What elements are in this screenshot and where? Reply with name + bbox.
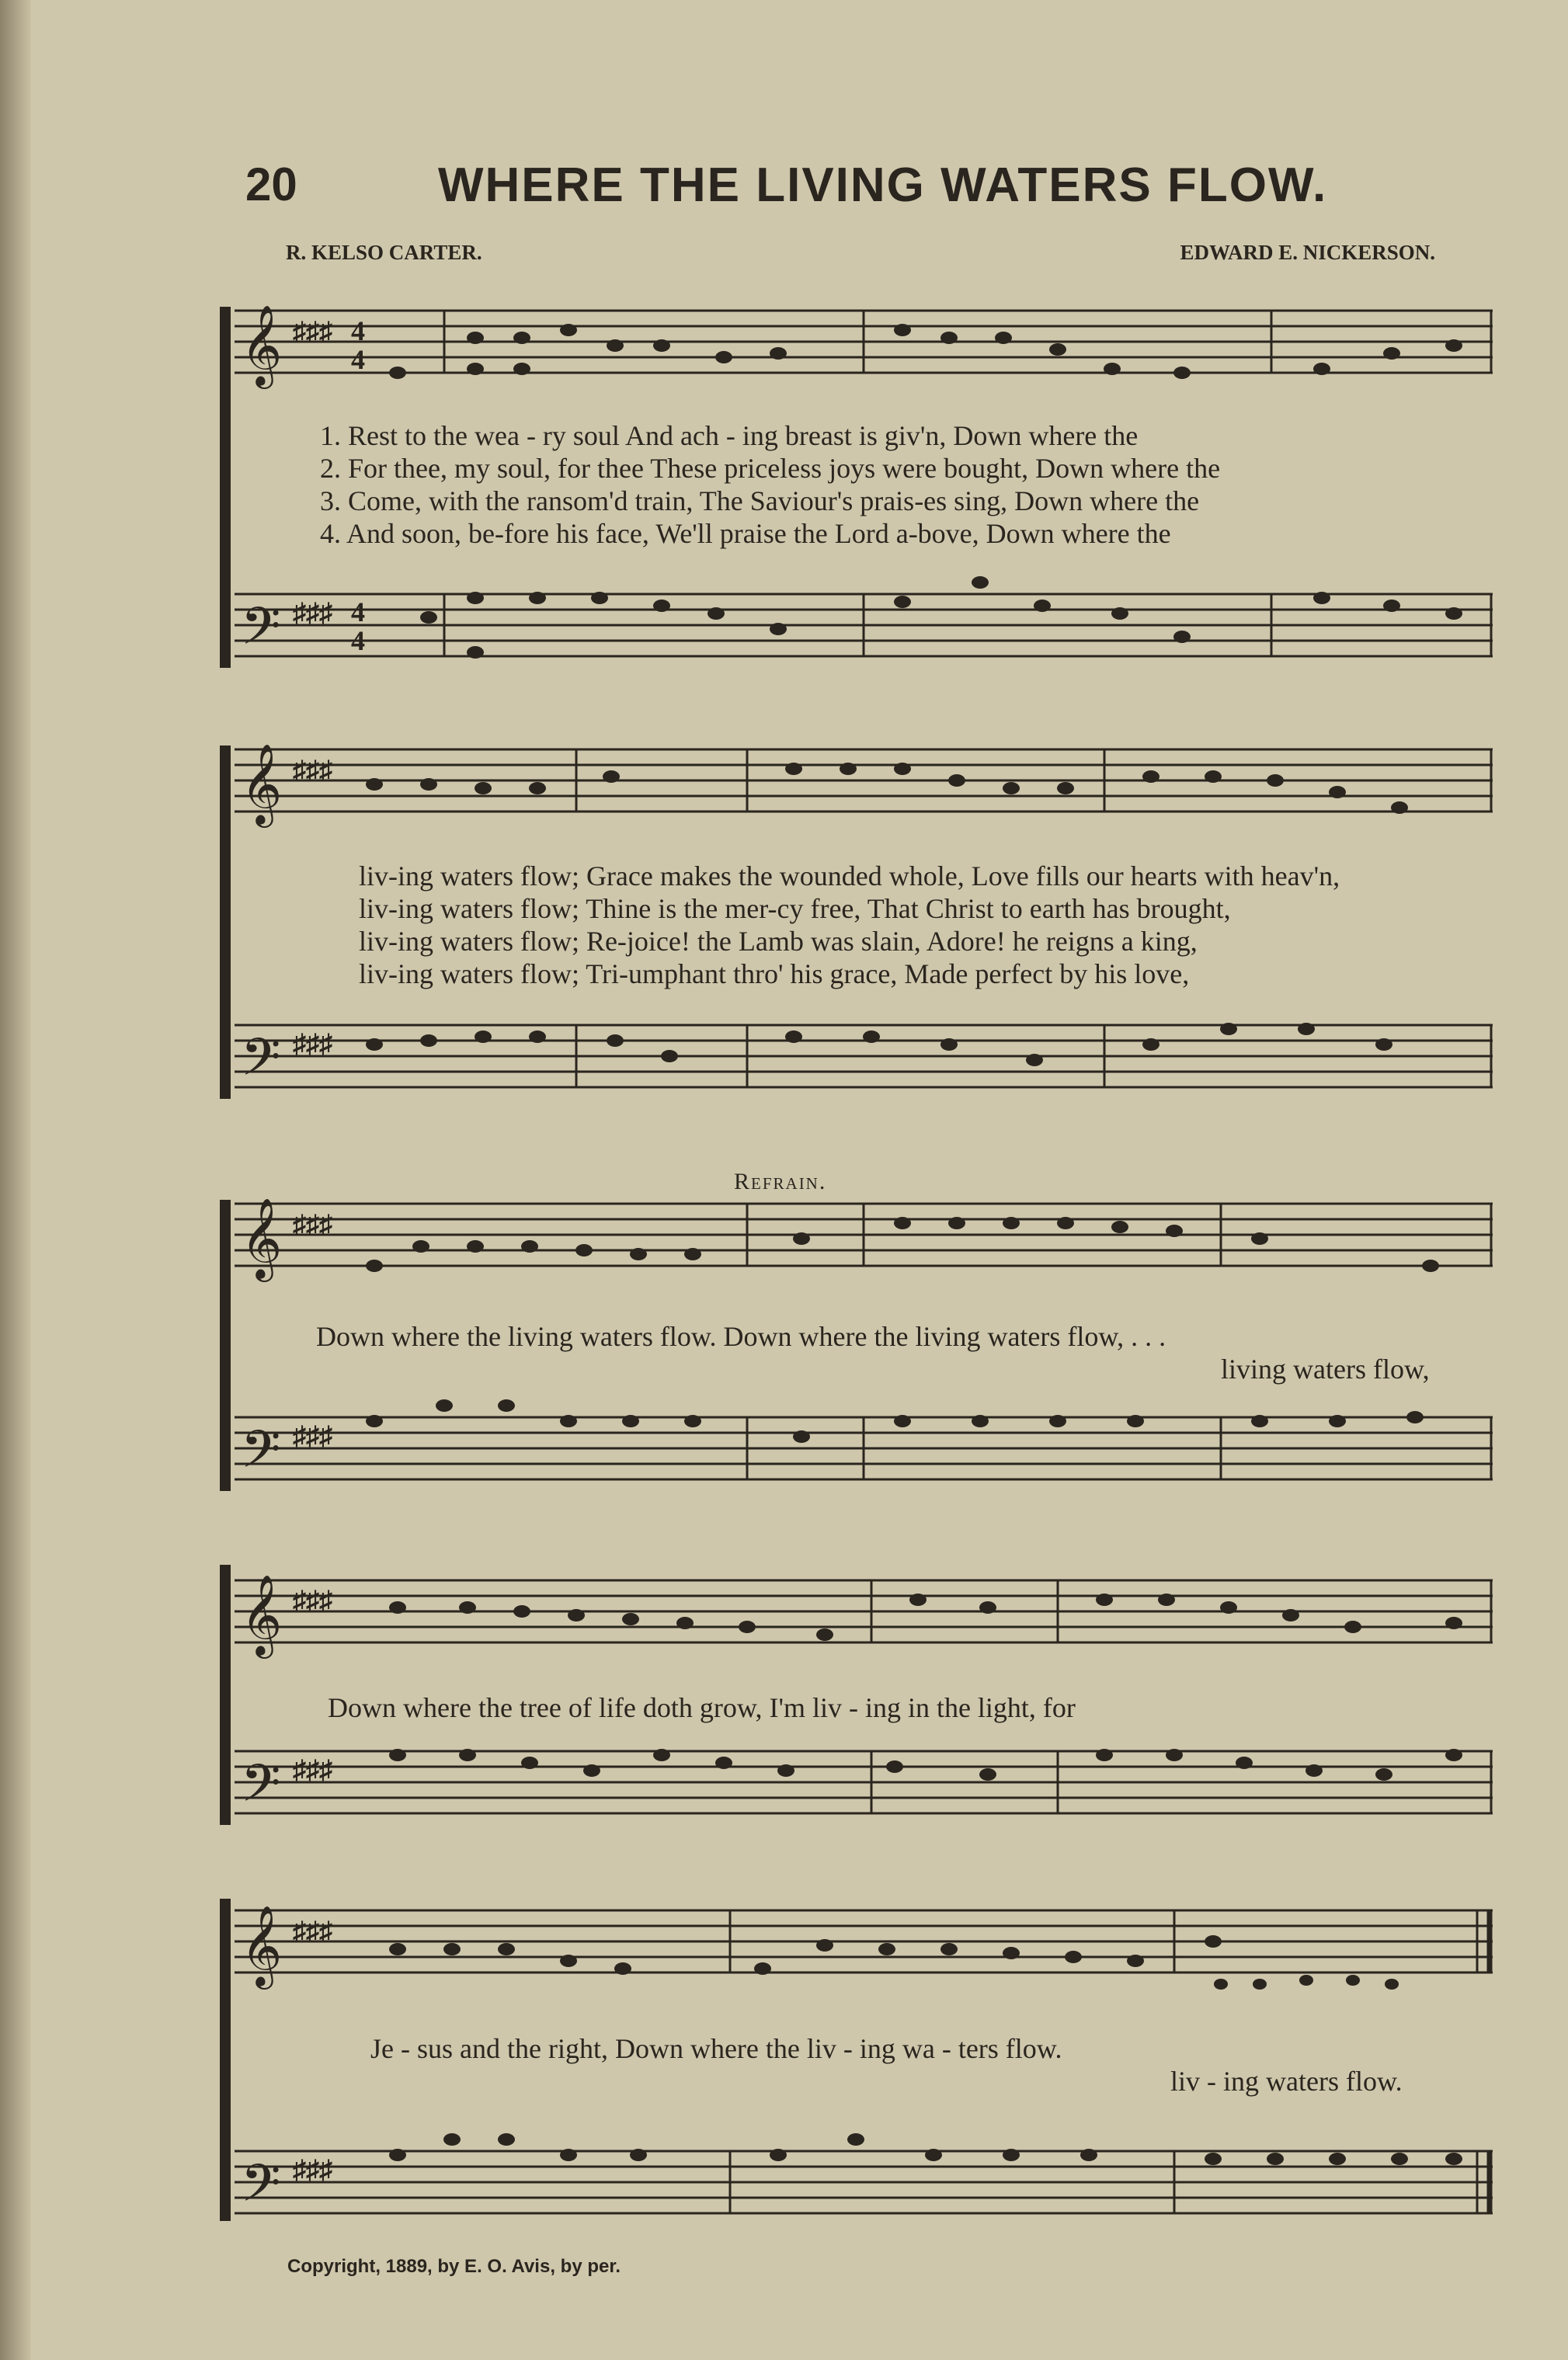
- svg-text:4: 4: [351, 315, 365, 346]
- music-system-3: [219, 1188, 1493, 1507]
- verse-4-lyrics-cont: liv-ing waters flow; Tri-umphant thro' his grace, Made perfect by his love,: [359, 958, 1190, 989]
- copyright-notice: Copyright, 1889, by E. O. Avis, by per.: [287, 2256, 621, 2277]
- verse-4-lyrics: 4. And soon, be-fore his face, We'll praise the Lord a-bove, Down where the: [320, 518, 1171, 549]
- final-lyrics: Je - sus and the right, Down where the liv - ing wa - ters flow.: [370, 2033, 1062, 2064]
- refrain-label: Refrain.: [734, 1169, 827, 1194]
- stanza-lyrics-4: Down where the tree of life doth grow, I'm liv - ing in the light, for: [328, 1692, 1076, 1723]
- verse-1-lyrics: 1. Rest to the wea - ry soul And ach - ing breast is giv'n, Down where the: [320, 420, 1139, 451]
- svg-text:♯♯♯: ♯♯♯: [293, 2156, 332, 2184]
- refrain-lyrics: Down where the living waters flow. Down where the living waters flow, . . .: [316, 1321, 1166, 1352]
- verse-2-lyrics-cont: liv-ing waters flow; Thine is the mer-cy free, That Christ to earth has brought,: [359, 893, 1231, 924]
- svg-text:𝄞: 𝄞: [241, 1197, 283, 1279]
- svg-text:𝄢: 𝄢: [241, 596, 281, 669]
- music-system-4: [219, 1553, 1493, 1848]
- svg-text:♯♯♯: ♯♯♯: [293, 1587, 332, 1615]
- svg-text:4: 4: [351, 344, 365, 375]
- svg-text:𝄞: 𝄞: [241, 1905, 283, 1986]
- lyricist-credit: R. KELSO CARTER.: [286, 241, 482, 264]
- svg-text:♯♯♯: ♯♯♯: [293, 1422, 332, 1451]
- page-number: 20: [245, 158, 297, 210]
- svg-text:𝄞: 𝄞: [241, 743, 283, 825]
- final-lower-lyrics: liv - ing waters flow.: [1170, 2066, 1403, 2097]
- music-system-1: [219, 295, 1493, 683]
- svg-text:𝄞: 𝄞: [241, 1574, 283, 1656]
- music-system-2: [219, 734, 1493, 1122]
- svg-text:𝄢: 𝄢: [241, 1420, 281, 1492]
- page-binding-edge: [0, 0, 31, 2360]
- verse-3-lyrics-cont: liv-ing waters flow; Re-joice! the Lamb was slain, Adore! he reigns a king,: [359, 926, 1198, 957]
- page-header: [245, 151, 1333, 214]
- music-system-5: [219, 1887, 1493, 2229]
- svg-text:♯♯♯: ♯♯♯: [293, 1030, 332, 1058]
- verse-3-lyrics: 3. Come, with the ransom'd train, The Saviour's prais-es sing, Down where the: [320, 485, 1200, 516]
- verse-1-lyrics-cont: liv-ing waters flow; Grace makes the wounded whole, Love fills our hearts with heav'n,: [359, 860, 1340, 892]
- svg-text:♯♯♯: ♯♯♯: [293, 1917, 332, 1946]
- svg-text:♯♯♯: ♯♯♯: [293, 599, 332, 627]
- hymn-title: WHERE THE LIVING WATERS FLOW.: [438, 158, 1328, 212]
- svg-text:♯♯♯: ♯♯♯: [293, 1211, 332, 1239]
- svg-text:4: 4: [351, 625, 365, 656]
- composer-credit: EDWARD E. NICKERSON.: [1180, 241, 1435, 264]
- svg-text:𝄢: 𝄢: [241, 2153, 281, 2226]
- svg-text:𝄢: 𝄢: [241, 1027, 281, 1100]
- svg-text:4: 4: [351, 596, 365, 627]
- svg-text:𝄞: 𝄞: [241, 304, 283, 386]
- svg-text:♯♯♯: ♯♯♯: [293, 1756, 332, 1785]
- svg-text:♯♯♯: ♯♯♯: [293, 318, 332, 346]
- refrain-lower-lyrics: living waters flow,: [1221, 1354, 1430, 1385]
- svg-text:𝄢: 𝄢: [241, 1753, 281, 1826]
- verse-2-lyrics: 2. For thee, my soul, for thee These priceless joys were bought, Down where the: [320, 453, 1221, 484]
- svg-text:♯♯♯: ♯♯♯: [293, 756, 332, 785]
- credits-line: [286, 241, 1435, 272]
